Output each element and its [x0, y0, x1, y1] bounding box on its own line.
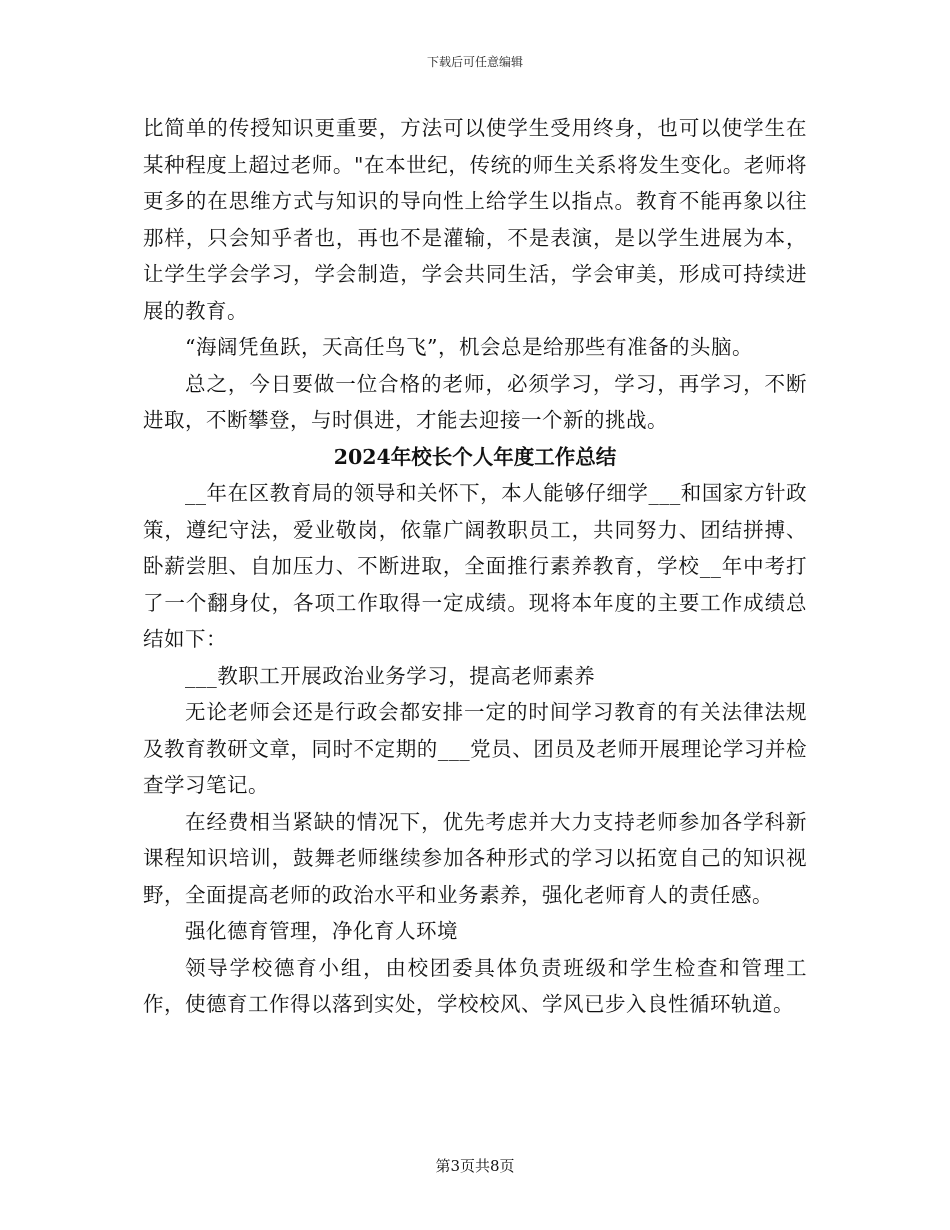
section-heading-study: ___教职工开展政治业务学习，提高老师素养 — [185, 663, 596, 688]
section-paragraph-training: 在经费相当紧缺的情况下，优先考虑并大力支持老师参加各学科新课程知识培训，鼓舞老师继续参加各种形式的学习以拓宽自己的知识视野，全面提高老师的政治水平和业务素养，强化老师育人的责任感。 — [143, 809, 807, 907]
section-title: 2024年校长个人年度工作总结 — [333, 444, 617, 469]
section-paragraph-overview: __年在区教育局的领导和关怀下，本人能够仔细学___和国家方针政策，遵纪守法，爱业敬岗，依靠广阔教职员工，共同努力、团结拼搏、卧薪尝胆、自加压力、不断进取，全面推行素养教育，学校__年中考打了一个翻身仗，各项工作取得一定成绩。现将本年度的主要工作成绩总结如下： — [143, 481, 807, 651]
page-header: 下载后可任意编辑 — [426, 55, 523, 69]
paragraph-quote: “海阔凭鱼跃，天高任鸟飞”，机会总是给那些有准备的头脑。 — [185, 335, 753, 359]
section-heading-moral: 强化德育管理，净化育人环境 — [185, 919, 458, 943]
page-footer: 第3页共8页 — [435, 1157, 515, 1175]
paragraph-conclusion: 总之，今日要做一位合格的老师，必须学习，学习，再学习，不断进取，不断攀登，与时俱进，才能去迎接一个新的挑战。 — [143, 371, 807, 432]
section-paragraph-moral: 领导学校德育小组，由校团委具体负责班级和学生检查和管理工作，使德育工作得以落到实处，学校校风、学风已步入良性循环轨道。 — [143, 955, 807, 1016]
paragraph-intro: 比简单的传授知识更重要，方法可以使学生受用终身，也可以使学生在某种程度上超过老师。"在本世纪，传统的师生关系将发生变化。老师将更多的在思维方式与知识的导向性上给学生以指点。教育不能再象以往那样，只会知乎者也，再也不是灌输，不是表演，是以学生进展为本，让学生学会学习，学会制造，学会共同生活，学会审美，形成可持续进展的教育。 — [143, 116, 807, 323]
section-paragraph-study: 无论老师会还是行政会都安排一定的时间学习教育的有关法律法规及教育教研文章，同时不定期的___党员、团员及老师开展理论学习并检查学习笔记。 — [143, 700, 807, 797]
document-body — [143, 110, 807, 1023]
